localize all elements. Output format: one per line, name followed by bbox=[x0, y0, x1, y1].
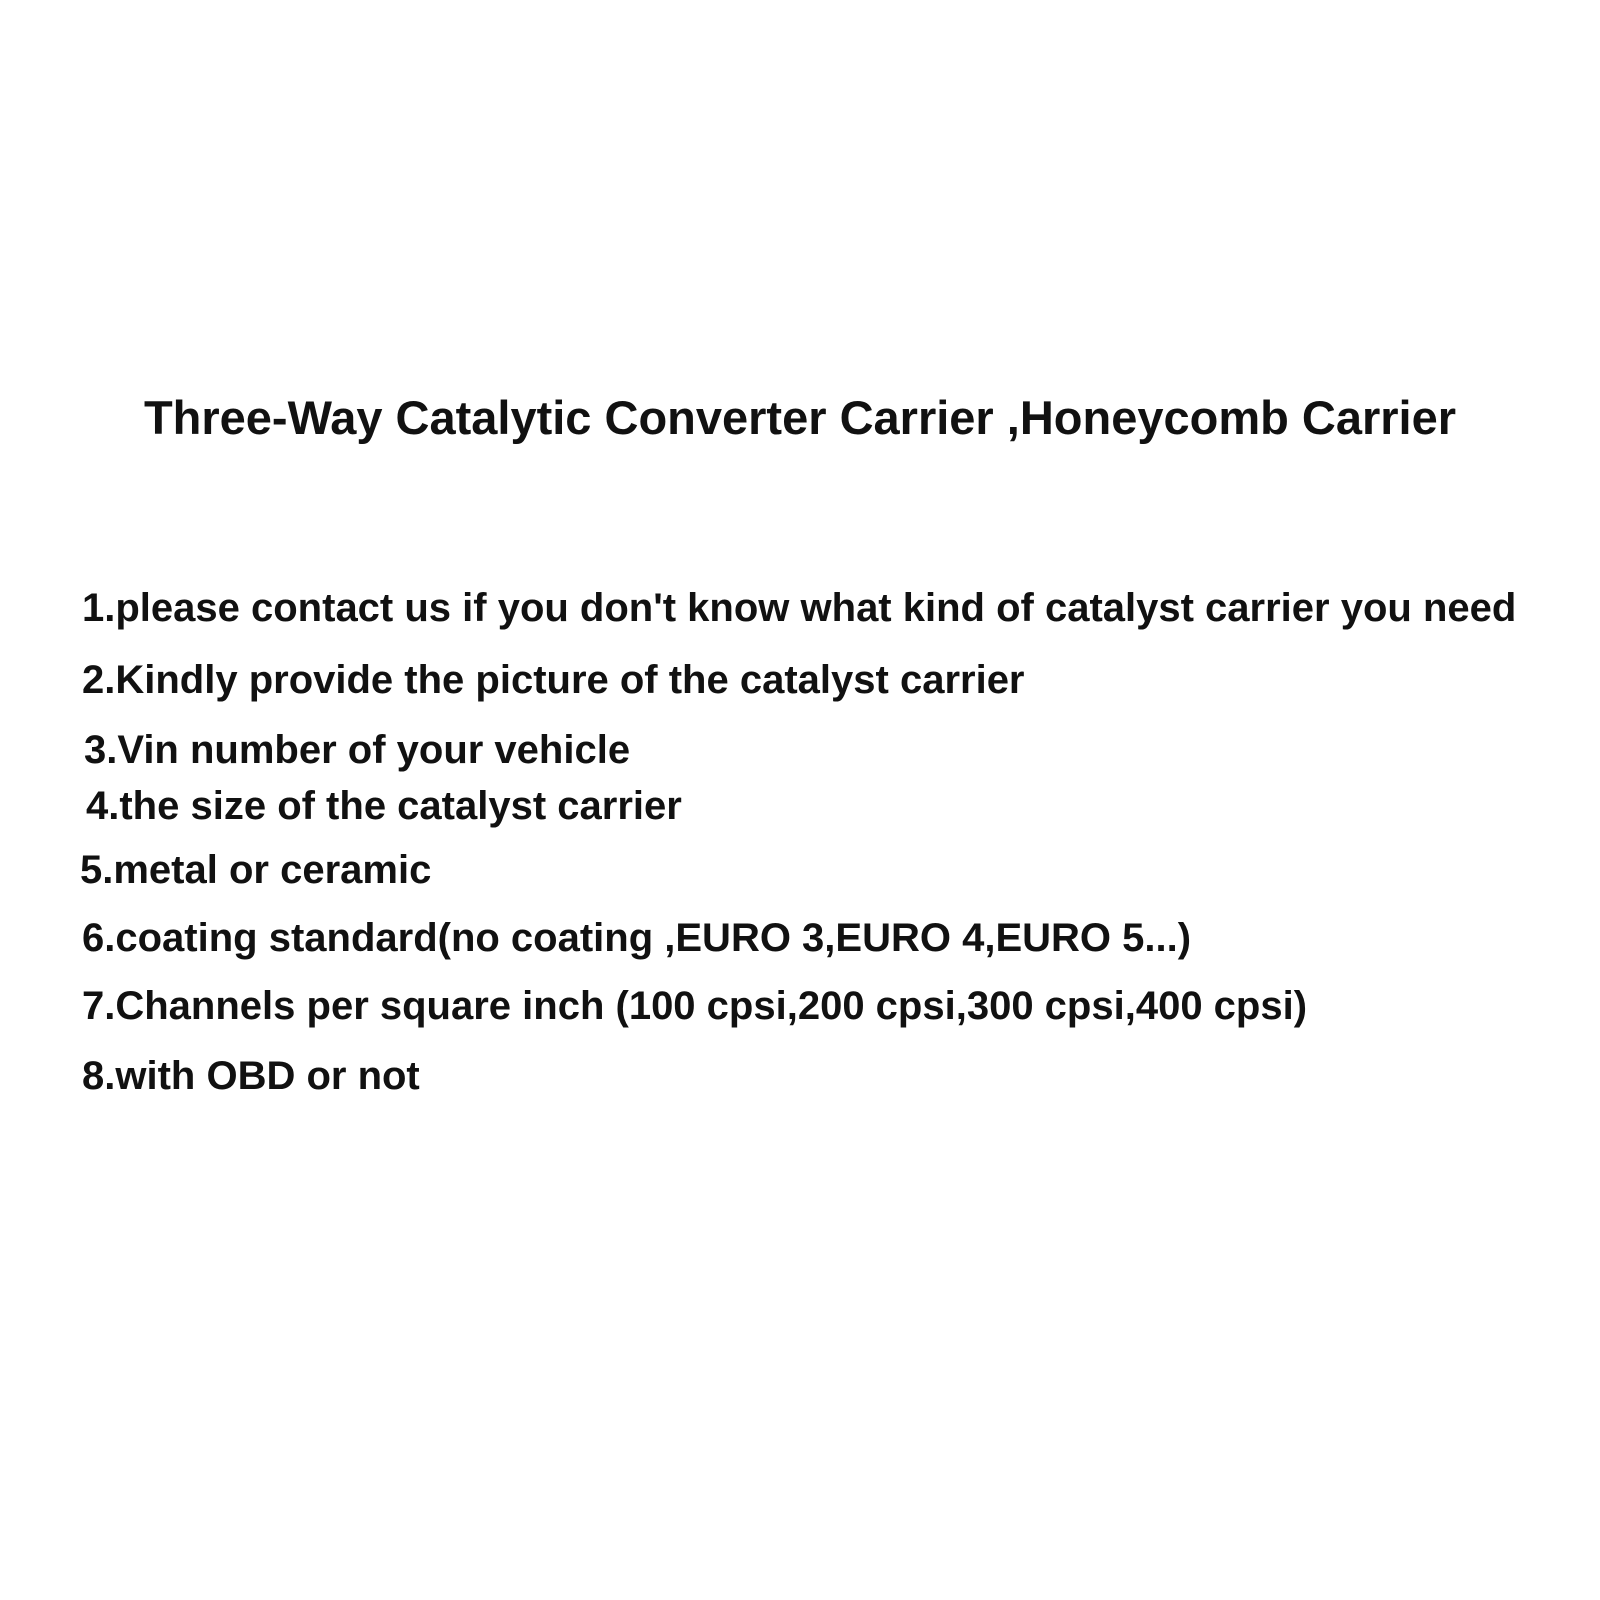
requirement-item: 1.please contact us if you don't know what kind of catalyst carrier you need bbox=[82, 586, 1517, 630]
requirement-item: 3.Vin number of your vehicle bbox=[84, 728, 631, 772]
requirement-item: 5.metal or ceramic bbox=[80, 848, 432, 892]
requirement-item: 2.Kindly provide the picture of the catalyst carrier bbox=[82, 658, 1025, 702]
requirement-item: 6.coating standard(no coating ,EURO 3,EURO 4,EURO 5...) bbox=[82, 916, 1192, 960]
requirement-item: 7.Channels per square inch (100 cpsi,200 cpsi,300 cpsi,400 cpsi) bbox=[82, 984, 1308, 1028]
page-title: Three-Way Catalytic Converter Carrier ,Honeycomb Carrier bbox=[143, 391, 1457, 444]
requirement-item: 8.with OBD or not bbox=[82, 1054, 420, 1098]
requirement-item: 4.the size of the catalyst carrier bbox=[86, 784, 682, 828]
